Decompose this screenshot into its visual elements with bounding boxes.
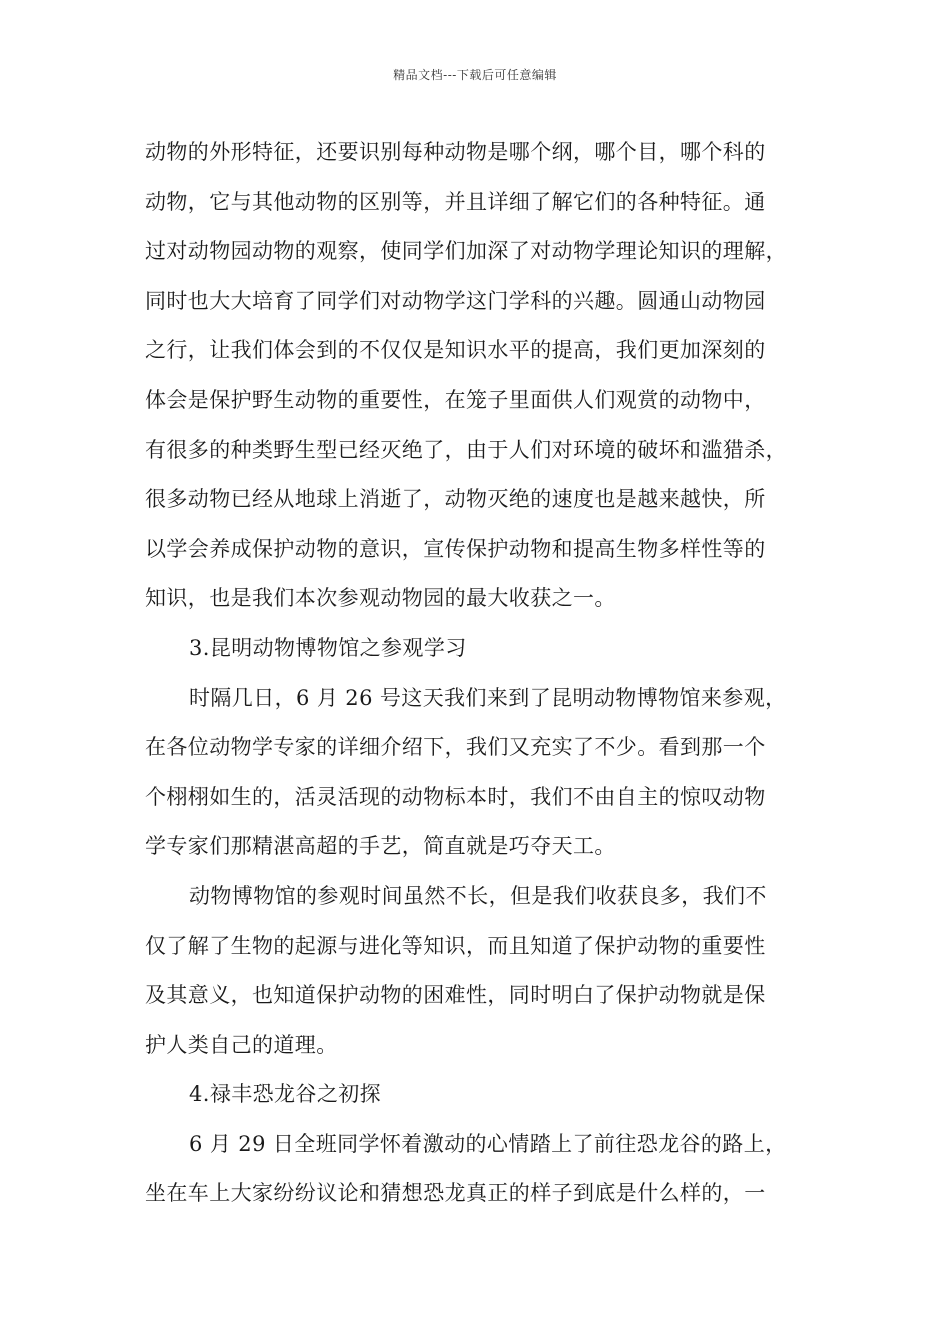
paragraph-start-line: 6 月 29 日全班同学怀着激动的心情踏上了前往恐龙谷的路上， <box>189 1131 787 1156</box>
page-header: 精品文档---下载后可任意编辑 <box>393 68 557 82</box>
text-line: 体会是保护野生动物的重要性，在笼子里面供人们观赏的动物中， <box>145 387 766 412</box>
section-heading: 3.昆明动物博物馆之参观学习 <box>189 635 467 660</box>
text-line: 过对动物园动物的观察，使同学们加深了对动物学理论知识的理解， <box>145 239 787 264</box>
paragraph-start-line: 时隔几日，6 月 26 号这天我们来到了昆明动物博物馆来参观， <box>189 685 787 710</box>
paragraph-start-line: 动物博物馆的参观时间虽然不长，但是我们收获良多，我们不 <box>189 883 767 908</box>
text-line: 动物，它与其他动物的区别等，并且详细了解它们的各种特征。通 <box>145 189 766 214</box>
text-line: 有很多的种类野生型已经灭绝了，由于人们对环境的破坏和滥猎杀， <box>145 437 787 462</box>
text-line: 及其意义，也知道保护动物的困难性，同时明白了保护动物就是保 <box>145 983 766 1008</box>
text-line: 知识，也是我们本次参观动物园的最大收获之一。 <box>145 586 616 611</box>
text-line: 坐在车上大家纷纷议论和猜想恐龙真正的样子到底是什么样的，一 <box>145 1181 766 1206</box>
text-line: 个栩栩如生的，活灵活现的动物标本时，我们不由自主的惊叹动物 <box>145 784 766 809</box>
text-line: 护人类自己的道理。 <box>145 1032 338 1057</box>
text-line: 在各位动物学专家的详细介绍下，我们又充实了不少。看到那一个 <box>145 735 766 760</box>
section-heading: 4.禄丰恐龙谷之初探 <box>189 1082 382 1107</box>
text-line: 同时也大大培育了同学们对动物学这门学科的兴趣。圆通山动物园 <box>145 288 766 313</box>
text-line: 动物的外形特征，还要识别每种动物是哪个纲，哪个目，哪个科的 <box>145 140 766 164</box>
text-line: 学专家们那精湛高超的手艺，简直就是巧夺天工。 <box>145 834 616 859</box>
body-text <box>145 128 811 1219</box>
text-line: 以学会养成保护动物的意识，宣传保护动物和提高生物多样性等的 <box>145 536 766 561</box>
text-line: 仅了解了生物的起源与进化等知识，而且知道了保护动物的重要性 <box>145 933 766 958</box>
text-line: 很多动物已经从地球上消逝了，动物灭绝的速度也是越来越快，所 <box>145 487 766 512</box>
text-line: 之行，让我们体会到的不仅仅是知识水平的提高，我们更加深刻的 <box>145 338 766 363</box>
